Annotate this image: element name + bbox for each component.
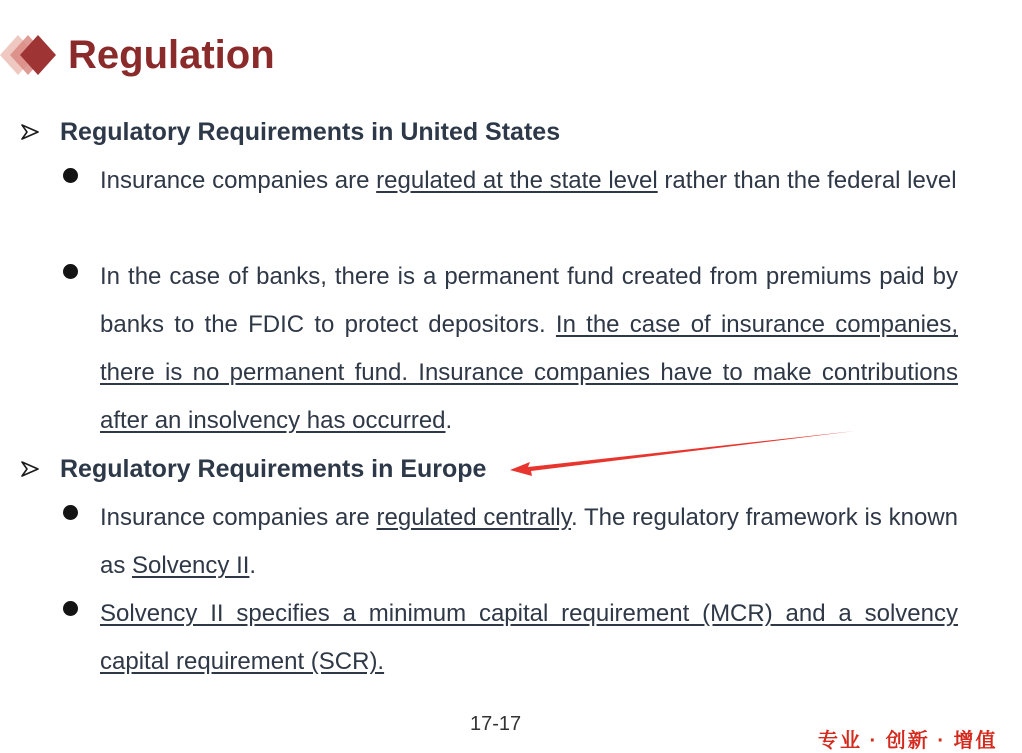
- text-run: .: [445, 407, 453, 434]
- bullet-text: [100, 590, 958, 686]
- underlined-text-run: Solvency II: [132, 552, 250, 579]
- page-number: 17-17: [470, 713, 522, 735]
- text-run: In the case of banks, there is a permanent fund created from premiums paid by banks to the FDIC to protect depositors.: [100, 263, 958, 338]
- arrowhead-bullet-icon: [20, 459, 40, 479]
- list-item: [60, 494, 960, 590]
- text-run: .: [249, 552, 257, 579]
- text-run: Insurance companies are: [100, 504, 377, 531]
- diamond-logo-icon: [0, 30, 64, 80]
- bullet-text: [100, 253, 958, 445]
- list-item: [60, 157, 960, 205]
- bullet-dot-icon: [63, 601, 78, 616]
- list-item: [60, 590, 960, 686]
- section-heading-text: Regulatory Requirements in United States: [60, 117, 561, 146]
- bullet-dot-icon: [63, 168, 78, 183]
- underlined-text-run: In the case of insurance companies, there is no permanent fund. Insurance companies have to make contributions after an insolvency has occurred: [100, 311, 958, 434]
- bullet-text: [100, 157, 958, 205]
- bullet-dot-icon: [63, 505, 78, 520]
- footer-slogan: 专业 · 创新 · 增值: [818, 730, 998, 752]
- underlined-text-run: regulated at the state level: [376, 167, 658, 194]
- bullet-text: [100, 494, 958, 590]
- text-run: rather than the federal level: [657, 167, 957, 194]
- text-run: Insurance companies are: [100, 167, 377, 194]
- text-run: . The regulatory framework is known as: [100, 504, 958, 579]
- section-heading-europe: [20, 454, 486, 484]
- bullet-dot-icon: [63, 264, 78, 279]
- red-annotation-arrow-icon: [500, 425, 870, 485]
- list-item: [60, 253, 960, 445]
- page-title: Regulation: [68, 33, 275, 77]
- section-heading-us: [20, 117, 560, 147]
- underlined-text-run: Solvency II specifies a minimum capital requirement (MCR) and a solvency capital requirement (SCR).: [100, 600, 958, 675]
- section-heading-text: Regulatory Requirements in Europe: [60, 454, 487, 483]
- underlined-text-run: regulated centrally: [376, 504, 571, 531]
- arrowhead-bullet-icon: [20, 122, 40, 142]
